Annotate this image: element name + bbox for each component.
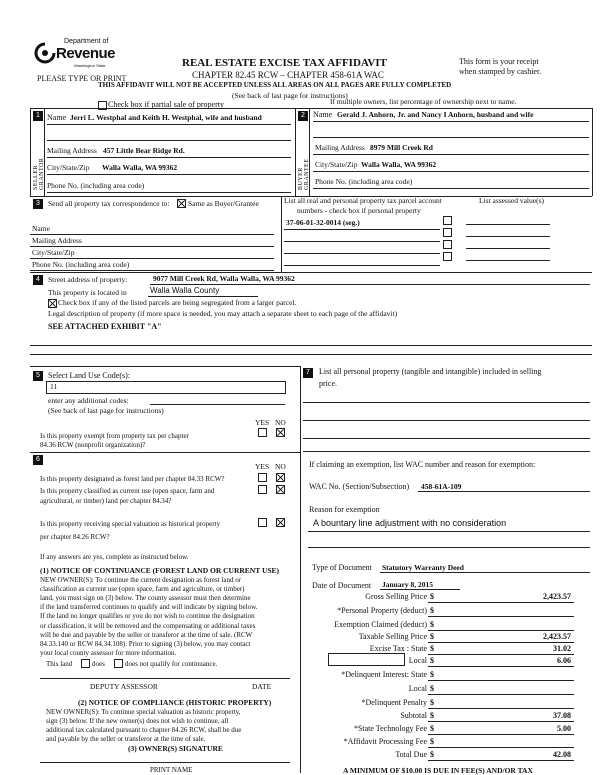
legal-description-label: Legal description of property (if more space is needed, you may attach a separate sheet to each page of the affidavit) bbox=[48, 309, 398, 318]
multiple-owners-note: If multiple owners, list percentage of ownership next to name. bbox=[330, 97, 517, 106]
this-land-label: This land bbox=[46, 660, 73, 668]
amount-currency: $ bbox=[430, 620, 434, 629]
forest-land-question: Is this property designated as forest land per chapter 84.33 RCW? bbox=[40, 475, 225, 483]
amount-currency: $ bbox=[430, 606, 434, 615]
amount-label: *Affidavit Processing Fee bbox=[343, 737, 427, 746]
amount-label: Gross Selling Price bbox=[365, 592, 427, 601]
notice-continuance-title: (1) NOTICE OF CONTINUANCE (FOREST LAND OR CURRENT USE) bbox=[40, 566, 280, 575]
notice1-line: If the land no longer qualifies or you do not wish to continue the designation bbox=[40, 612, 255, 620]
does-qualify-checkbox[interactable] bbox=[81, 659, 90, 668]
s5-yes-header: YES bbox=[255, 418, 270, 427]
same-as-buyer-checkbox[interactable] bbox=[177, 199, 186, 208]
land-use-input[interactable] bbox=[46, 381, 286, 394]
logo-sub: Washington State bbox=[74, 63, 106, 68]
amount-value: 2,423.57 bbox=[543, 592, 571, 601]
amount-label: Subtotal bbox=[400, 711, 427, 720]
does-label: does bbox=[92, 660, 105, 668]
amount-currency: $ bbox=[430, 684, 434, 693]
form-title: REAL ESTATE EXCISE TAX AFFIDAVIT bbox=[182, 57, 387, 69]
current-use-yes-checkbox[interactable] bbox=[258, 485, 267, 494]
notice1-line: or classification, it will be removed and the compensating or additional taxes bbox=[40, 622, 256, 630]
logo-word: Revenue bbox=[56, 45, 116, 62]
seller-phone-label: Phone No. (including area code) bbox=[47, 181, 145, 190]
amount-label: Local bbox=[408, 684, 427, 693]
street-label: Street address of property: bbox=[48, 275, 128, 284]
amount-currency: $ bbox=[430, 737, 434, 746]
warning-text: THIS AFFIDAVIT WILL NOT BE ACCEPTED UNLESS ALL AREAS ON ALL PAGES ARE FULLY COMPLETED bbox=[98, 81, 452, 89]
parcel-1: 37-06-01-32-0014 (seg.) bbox=[286, 218, 360, 227]
s5-see-back: (See back of last page for instructions) bbox=[48, 406, 164, 415]
seller-city-label: City/State/Zip bbox=[47, 163, 90, 172]
amount-label: Taxable Selling Price bbox=[358, 632, 427, 641]
exempt-question-2: 84.36 RCW (nonprofit organization)? bbox=[40, 441, 146, 449]
amount-currency: $ bbox=[430, 592, 434, 601]
buyer-city: Walla Walla, WA 99362 bbox=[361, 160, 437, 169]
wac-label: WAC No. (Section/Subsection) bbox=[309, 482, 410, 491]
notice-compliance-title: (2) NOTICE OF COMPLIANCE (HISTORIC PROPERTY) bbox=[78, 698, 272, 707]
current-use-no-checkbox[interactable] bbox=[276, 485, 285, 494]
amount-underline bbox=[428, 630, 574, 631]
logo-swoosh-icon bbox=[34, 42, 56, 64]
logo-dept: Department of bbox=[64, 38, 109, 45]
personal-property-label-1: List all personal property (tangible and intangible) included in selling bbox=[319, 367, 542, 376]
amount-underline bbox=[428, 760, 574, 761]
parcel-4-personal-checkbox[interactable] bbox=[443, 252, 452, 261]
section-5-number: 5 bbox=[33, 371, 43, 381]
parcel-header-2: numbers - check box if personal property bbox=[297, 206, 421, 215]
amount-underline bbox=[428, 616, 574, 617]
amount-currency: $ bbox=[430, 670, 434, 679]
notice2-line: additional tax calculated pursuant to chapter 84.26 RCW, shall be due bbox=[46, 726, 242, 734]
seller-side-label: SELLER GRANTOR bbox=[33, 157, 45, 190]
minimum-due-note: A MINIMUM OF $10.00 IS DUE IN FEE(S) AND/OR TAX bbox=[343, 766, 533, 775]
segregated-checkbox[interactable] bbox=[48, 299, 57, 308]
receipt-note-2: when stamped by cashier. bbox=[459, 67, 542, 76]
notice1-line: land, you must sign on (3) below. The county assessor must then determine bbox=[40, 594, 251, 602]
see-back-note: (See back of last page for instructions) bbox=[232, 91, 348, 100]
s6-yes-header: YES bbox=[255, 462, 270, 471]
exemption-reason: A bountary line adjustment with no consideration bbox=[313, 518, 507, 528]
send-correspondence-label: Send all property tax correspondence to: bbox=[48, 199, 170, 208]
amount-underline bbox=[428, 666, 574, 667]
notice1-line: 84.33.140 or RCW 84.34.108). Prior to signing (3) below, you may contact bbox=[40, 640, 251, 648]
amount-label: Local bbox=[408, 656, 427, 665]
buyer-mail: 8979 Mill Creek Rd bbox=[370, 143, 433, 152]
same-as-buyer-label: Same as Buyer/Grantee bbox=[188, 199, 259, 208]
amount-label: *Delinquent Penalty bbox=[361, 698, 427, 707]
parcel-1-personal-checkbox[interactable] bbox=[443, 216, 452, 225]
revenue-logo bbox=[34, 38, 119, 72]
s6-no-header: NO bbox=[275, 462, 286, 471]
amount-label: *Personal Property (deduct) bbox=[337, 606, 427, 615]
amount-value: 2,423.57 bbox=[543, 632, 571, 641]
receipt-note-1: This form is your receipt bbox=[459, 57, 539, 66]
deputy-assessor-label: DEPUTY ASSESSOR bbox=[90, 682, 158, 691]
amount-underline bbox=[428, 734, 574, 735]
amount-currency: $ bbox=[430, 698, 434, 707]
notice1-line: classification as current use (open space, farm and agriculture, or timber) bbox=[40, 585, 245, 593]
partial-sale-label: Check box if partial sale of property bbox=[108, 100, 224, 109]
parcel-3-personal-checkbox[interactable] bbox=[443, 240, 452, 249]
section-6-number: 6 bbox=[33, 455, 43, 465]
amount-label: Total Due bbox=[395, 750, 427, 759]
seller-mail: 457 Little Bear Ridge Rd. bbox=[103, 146, 185, 155]
amount-currency: $ bbox=[430, 656, 434, 665]
amount-label: *Delinquent Interest: State bbox=[341, 670, 427, 679]
amount-currency: $ bbox=[430, 644, 434, 653]
s3-name-label: Name bbox=[32, 224, 50, 233]
amount-currency: $ bbox=[430, 632, 434, 641]
section-3-number: 3 bbox=[33, 199, 43, 209]
buyer-mail-label: Mailing Address bbox=[315, 143, 365, 152]
seller-mail-label: Mailing Address bbox=[47, 146, 97, 155]
if-yes-note: If any answers are yes, complete as instructed below. bbox=[40, 553, 189, 561]
assessed-header: List assessed value(s) bbox=[479, 196, 544, 205]
parcel-header-1: List all real and personal property tax parcel account bbox=[284, 196, 442, 205]
notice1-line: if the land transferred continues to qualify and will indicate by signing below. bbox=[40, 603, 258, 611]
amount-label: Excise Tax : State bbox=[369, 644, 427, 653]
amount-underline bbox=[428, 708, 574, 709]
local-county-input[interactable] bbox=[328, 653, 405, 666]
section-2-number: 2 bbox=[298, 111, 308, 121]
print-name-label: PRINT NAME bbox=[150, 766, 193, 774]
forest-no-checkbox[interactable] bbox=[276, 473, 285, 482]
notice1-line: will be due and payable by the seller or transferor at the time of sale. (RCW bbox=[40, 631, 253, 639]
exempt-question-1: Is this property exempt from property tax per chapter bbox=[40, 432, 189, 440]
notice2-line: NEW OWNER(S): To continue special valuation as historic property, bbox=[46, 708, 241, 716]
reason-label: Reason for exemption bbox=[309, 505, 380, 514]
buyer-name-label: Name bbox=[313, 110, 333, 119]
s5-no-header: NO bbox=[275, 418, 286, 427]
s3-phone-label: Phone No. (including area code) bbox=[32, 260, 130, 269]
amount-underline bbox=[428, 602, 574, 603]
land-use-label: Select Land Use Code(s): bbox=[48, 371, 130, 380]
exempt-no-checkbox[interactable] bbox=[276, 428, 285, 437]
amount-underline bbox=[428, 642, 574, 643]
owner-signature-label: (3) OWNER(S) SIGNATURE bbox=[128, 744, 223, 753]
section-4-number: 4 bbox=[33, 275, 43, 285]
amount-currency: $ bbox=[430, 724, 434, 733]
doc-type-label: Type of Document bbox=[312, 563, 372, 572]
buyer-phone-label: Phone No. (including area code) bbox=[315, 177, 413, 186]
legal-description: SEE ATTACHED EXHIBIT "A" bbox=[48, 322, 162, 331]
seller-name: Jerri L. Westphal and Keith H. Westphal, wife and husband bbox=[70, 113, 262, 122]
amount-underline bbox=[428, 680, 574, 681]
amount-currency: $ bbox=[430, 750, 434, 759]
section-1-number: 1 bbox=[33, 111, 43, 121]
street-address: 9077 Mill Creek Rd, Walla Walla, WA 99362 bbox=[153, 274, 295, 283]
personal-property-label-2: price. bbox=[319, 379, 337, 388]
additional-codes-label: enter any additional codes: bbox=[48, 396, 129, 405]
parcel-2-personal-checkbox[interactable] bbox=[443, 228, 452, 237]
seller-name-label: Name bbox=[47, 113, 67, 122]
seller-city: Walla Walla, WA 99362 bbox=[102, 163, 178, 172]
historic-question-1: Is this property receiving special valuation as historical property bbox=[40, 520, 221, 528]
s3-city-label: City/State/Zip bbox=[32, 248, 75, 257]
wac-number: 458-61A-109 bbox=[421, 482, 462, 491]
amount-value: 6.06 bbox=[557, 656, 571, 665]
notice1-line: your local county assessor for more information. bbox=[40, 649, 177, 657]
notice2-line: and payable by the seller or transferor at the time of sale. bbox=[46, 735, 206, 743]
exempt-yes-checkbox[interactable] bbox=[258, 428, 267, 437]
amount-underline bbox=[428, 721, 574, 722]
amount-value: 5.00 bbox=[557, 724, 571, 733]
form-subtitle: CHAPTER 82.45 RCW – CHAPTER 458-61A WAC bbox=[192, 70, 384, 80]
doc-date: January 8, 2015 bbox=[382, 580, 434, 589]
doc-type: Statutory Warranty Deed bbox=[382, 563, 464, 572]
notice2-line: sign (3) below. If the new owner(s) does not wish to continue, all bbox=[46, 717, 229, 725]
section-7-number: 7 bbox=[303, 368, 313, 378]
amount-label: Exemption Claimed (deduct) bbox=[334, 620, 427, 629]
buyer-city-label: City/State/Zip bbox=[315, 160, 358, 169]
land-use-value: 11 bbox=[50, 382, 58, 391]
historic-no-checkbox[interactable] bbox=[276, 518, 285, 527]
does-not-label: does not qualify for continuance. bbox=[125, 660, 218, 668]
located-label: This property is located in bbox=[48, 288, 127, 297]
amount-underline bbox=[428, 694, 574, 695]
amount-value: 37.08 bbox=[553, 711, 571, 720]
exemption-label: If claiming an exemption, list WAC number and reason for exemption: bbox=[309, 460, 536, 469]
notice1-line: NEW OWNER(S): To continue the current designation as forest land or bbox=[40, 576, 242, 584]
please-type: PLEASE TYPE OR PRINT bbox=[37, 74, 127, 83]
current-use-question-1: Is this property classified as current use (open space, farm and bbox=[40, 487, 215, 495]
historic-yes-checkbox[interactable] bbox=[258, 518, 267, 527]
amount-label: *State Technology Fee bbox=[353, 724, 427, 733]
amount-value: 31.02 bbox=[553, 644, 571, 653]
forest-yes-checkbox[interactable] bbox=[258, 473, 267, 482]
amount-underline bbox=[428, 654, 574, 655]
assessor-date-label: DATE bbox=[252, 682, 272, 691]
current-use-question-2: agricultural, or timber) land per chapter 84.34? bbox=[40, 497, 172, 505]
amount-underline bbox=[428, 747, 574, 748]
doc-date-label: Date of Document bbox=[312, 581, 372, 590]
amount-currency: $ bbox=[430, 711, 434, 720]
buyer-side-label: BUYER GRANTEE bbox=[298, 158, 310, 190]
amount-value: 42.08 bbox=[553, 750, 571, 759]
buyer-name: Gerald J. Anhorn, Jr. and Nancy I Anhorn, husband and wife bbox=[337, 110, 534, 119]
located-county: Walla Walla County bbox=[150, 286, 220, 295]
does-not-qualify-checkbox[interactable] bbox=[114, 659, 123, 668]
s3-mail-label: Mailing Address bbox=[32, 236, 82, 245]
historic-question-2: per chapter 84.26 RCW? bbox=[40, 533, 110, 541]
segregated-label: Check box if any of the listed parcels are being segregated from a larger parcel. bbox=[58, 298, 297, 307]
